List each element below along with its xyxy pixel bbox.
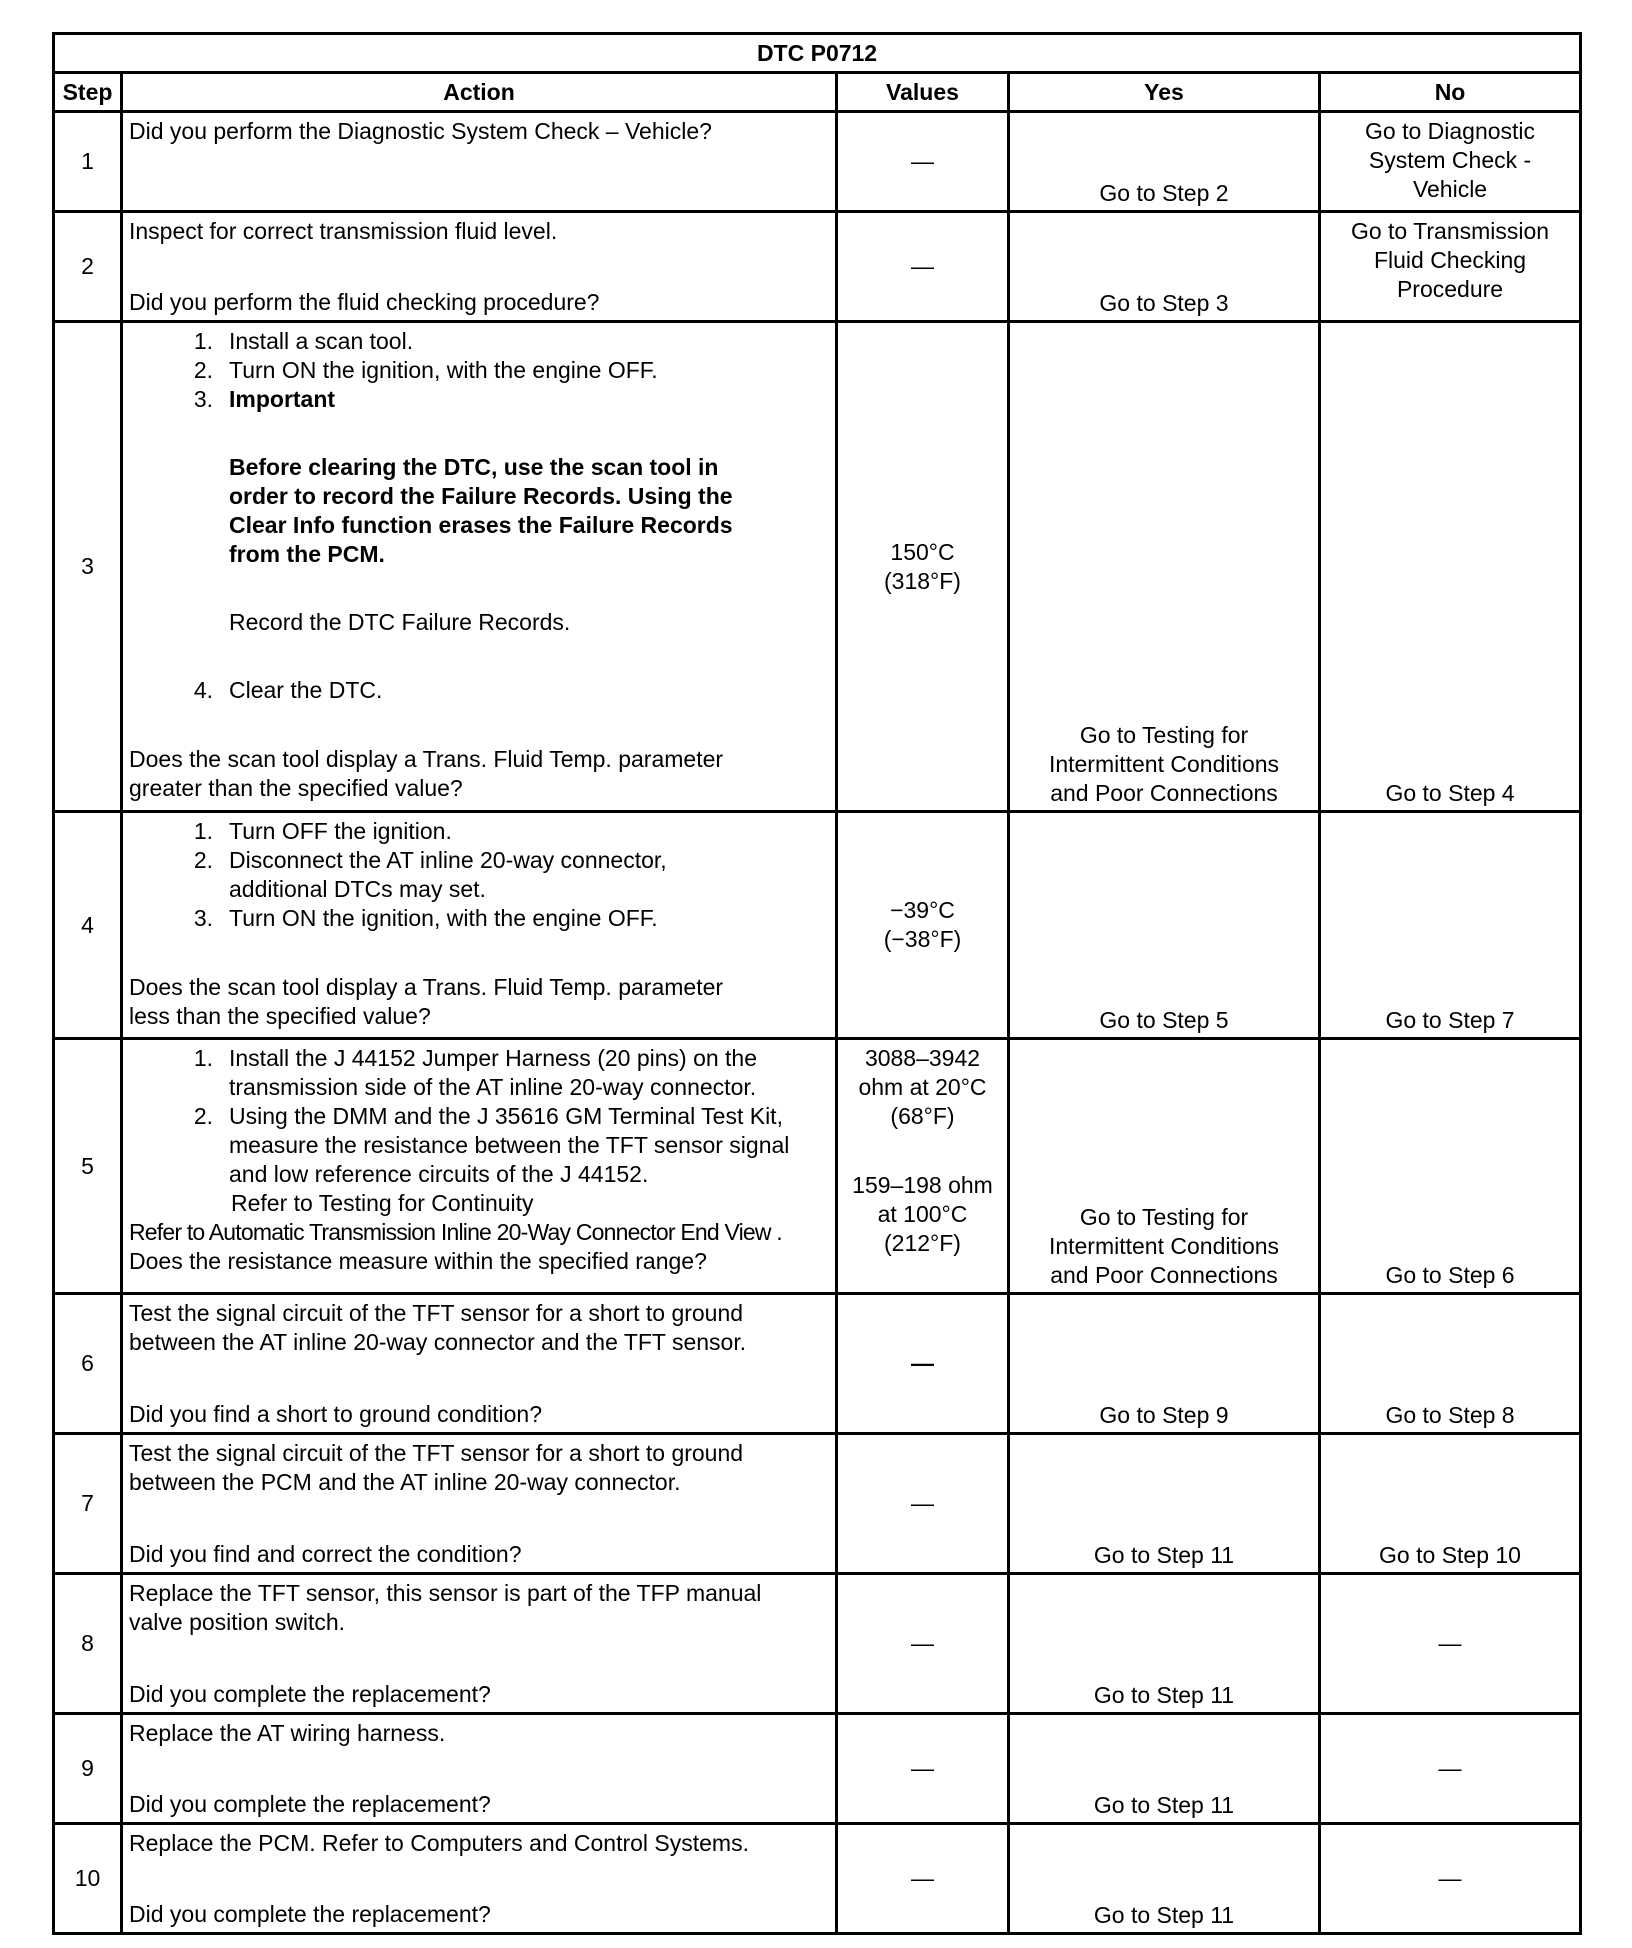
header-no: No [1320,73,1581,112]
end-view-reference: Refer to Automatic Transmission Inline 20-Way Connector End View . [129,1219,782,1245]
table-row [54,812,1581,1039]
no-line: Go to Diagnostic [1365,118,1536,144]
action-question: Did you find and correct the condition? [129,1541,522,1567]
table-row [54,1294,1581,1434]
list-item: 1. Turn OFF the ignition. [193,818,452,844]
action-question: Does the scan tool display a Trans. Fluid Temp. parameter greater than the specified value? [129,746,724,801]
yes-cell: Go to Step 11 [1009,1714,1320,1824]
action-cell [122,1039,837,1294]
header-action: Action [122,73,837,112]
no-cell [1320,112,1581,212]
values-cell: — [837,112,1009,212]
table-row [54,322,1581,812]
list-item: 2. Disconnect the AT inline 20-way connector, additional DTCs may set. [193,847,667,902]
no-cell [1320,212,1581,322]
action-question: Does the scan tool display a Trans. Fluid Temp. parameter less than the specified value? [129,974,724,1029]
values-cell: — [837,1574,1009,1714]
values-cell: — [837,1294,1009,1434]
yes-cell: Go to Step 11 [1009,1824,1320,1934]
important-note: Before clearing the DTC, use the scan tool in order to record the Failure Records. Using the Clear Info function erases the Failure Records from the PCM. [229,454,733,567]
no-cell: Go to Step 7 [1320,812,1581,1039]
table-row [54,1824,1581,1934]
list-item: 3. Turn ON the ignition, with the engine OFF. [193,905,658,931]
values-cell: — [837,1714,1009,1824]
action-text: Replace the AT wiring harness. [129,1720,446,1746]
action-text: Did you perform the Diagnostic System Check – Vehicle? [129,118,712,144]
values-cell: 3088–3942 ohm at 20°C (68°F) 159–198 ohm at 100°C (212°F) [837,1039,1009,1294]
no-cell: Go to Step 10 [1320,1434,1581,1574]
yes-cell: Go to Step 5 [1009,812,1320,1039]
action-question: Did you complete the replacement? [129,1791,491,1817]
action-cell [122,1824,837,1934]
header-values: Values [837,73,1009,112]
action-text: Replace the PCM. Refer to Computers and Control Systems. [129,1830,749,1856]
step-number: 6 [54,1294,122,1434]
list-item: 1. Install a scan tool. [193,328,414,354]
header-yes: Yes [1009,73,1320,112]
no-line: Go to Transmission [1350,218,1550,244]
action-text: Test the signal circuit of the TFT sensor for a short to ground between the PCM and the AT inline 20-way connector. [129,1440,744,1495]
no-line: System Check - [1368,147,1532,173]
action-cell [122,322,837,812]
yes-cell: Go to Step 2 [1009,112,1320,212]
action-question: Does the resistance measure within the specified range? [129,1248,707,1274]
action-cell [122,1294,837,1434]
record-instruction: Record the DTC Failure Records. [229,609,571,635]
action-cell [122,212,837,322]
action-text: Test the signal circuit of the TFT sensor for a short to ground between the AT inline 20-way connector and the TFT sensor. [129,1300,747,1355]
step-number: 4 [54,812,122,1039]
list-item: 2. Turn ON the ignition, with the engine OFF. [193,357,658,383]
values-cell: 150°C (318°F) [837,322,1009,812]
header-step: Step [54,73,122,112]
table-row [54,1434,1581,1574]
values-cell: — [837,212,1009,322]
continuity-reference: Refer to Testing for Continuity [231,1190,534,1216]
action-question: Did you complete the replacement? [129,1681,491,1707]
dtc-table [52,32,1582,1935]
no-cell: — [1320,1714,1581,1824]
values-cell: −39°C (−38°F) [837,812,1009,1039]
table-row [54,1574,1581,1714]
yes-cell: Go to Step 3 [1009,212,1320,322]
list-item: 4. Clear the DTC. [193,677,383,703]
action-text: Inspect for correct transmission fluid level. [129,218,558,244]
table-title: DTC P0712 [54,34,1581,73]
step-number: 1 [54,112,122,212]
table-row [54,1039,1581,1294]
no-cell: Go to Step 4 [1320,322,1581,812]
step-number: 3 [54,322,122,812]
action-cell [122,1574,837,1714]
list-item: 1. Install the J 44152 Jumper Harness (20 pins) on the transmission side of the AT inline 20-way connector. [193,1045,758,1100]
action-cell [122,812,837,1039]
yes-cell: Go to Testing for Intermittent Conditions and Poor Connections [1009,322,1320,812]
list-item: 3. Important [193,386,336,412]
yes-cell: Go to Step 9 [1009,1294,1320,1434]
step-number: 10 [54,1824,122,1934]
table-row [54,112,1581,212]
no-cell: Go to Step 6 [1320,1039,1581,1294]
action-question: Did you complete the replacement? [129,1901,491,1927]
values-cell: — [837,1824,1009,1934]
action-cell [122,1434,837,1574]
action-question: Did you find a short to ground condition? [129,1401,542,1427]
values-cell: — [837,1434,1009,1574]
action-text: Replace the TFT sensor, this sensor is part of the TFP manual valve position switch. [129,1580,762,1635]
step-number: 2 [54,212,122,322]
step-number: 7 [54,1434,122,1574]
no-cell: Go to Step 8 [1320,1294,1581,1434]
action-question: Did you perform the fluid checking procedure? [129,289,600,315]
step-number: 8 [54,1574,122,1714]
action-cell [122,1714,837,1824]
table-row [54,1714,1581,1824]
no-cell: — [1320,1574,1581,1714]
table-row [54,212,1581,322]
yes-cell: Go to Testing for Intermittent Conditions and Poor Connections [1009,1039,1320,1294]
step-number: 9 [54,1714,122,1824]
no-line: Fluid Checking [1373,247,1527,273]
step-number: 5 [54,1039,122,1294]
yes-cell: Go to Step 11 [1009,1574,1320,1714]
yes-cell: Go to Step 11 [1009,1434,1320,1574]
header-row [54,73,1581,112]
no-line: Procedure [1396,276,1504,302]
no-line: Vehicle [1412,176,1488,202]
list-item: 2. Using the DMM and the J 35616 GM Terminal Test Kit, measure the resistance between the TFT sensor signal and low reference circuits of the J 44152. [193,1103,790,1187]
no-cell: — [1320,1824,1581,1934]
action-cell [122,112,837,212]
